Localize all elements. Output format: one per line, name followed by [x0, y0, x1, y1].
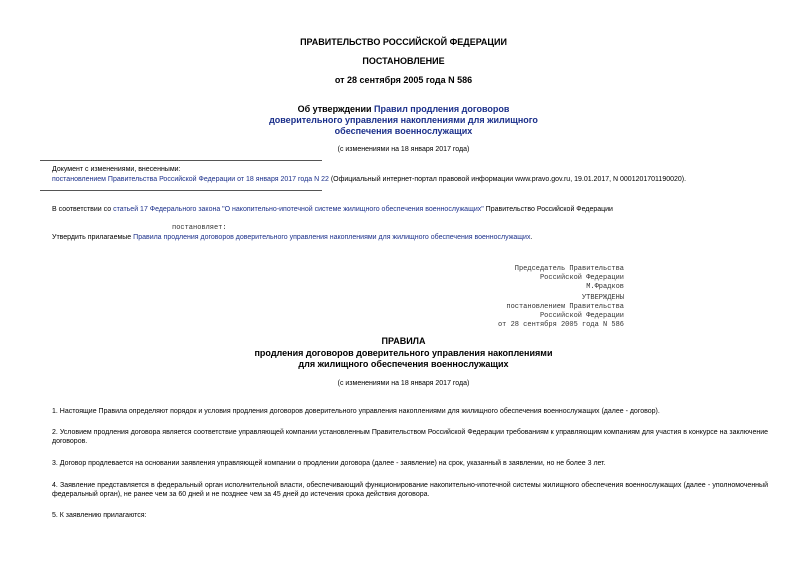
rule-paragraph-5: 5. К заявлению прилагаются:: [52, 512, 147, 519]
approved-date: от 28 сентября 2005 года N 586: [497, 321, 624, 329]
approved-by: постановлением Правительства: [506, 303, 624, 311]
changes-line: [52, 176, 686, 183]
approve-line: [52, 234, 532, 241]
decides-label: постановляет:: [172, 224, 227, 232]
rules-link[interactable]: Правила продления договоров доверительного управления накоплениями для жилищного обеспечения военнослужащих: [133, 234, 531, 241]
signature-name: М.Фрадков: [586, 283, 624, 291]
approve-suffix: .: [530, 234, 533, 241]
signature-title: Председатель Правительства: [514, 265, 624, 273]
approve-prefix: Утвердить прилагаемые: [52, 234, 134, 241]
title-prefix: Об утверждении: [297, 104, 375, 114]
title-link[interactable]: обеспечения военнослужащих: [334, 126, 473, 136]
signature-country: Российской Федерации: [539, 274, 624, 282]
document-date: от 28 сентября 2005 года N 586: [334, 75, 473, 85]
document-title: [0, 104, 807, 137]
changes-source: (Официальный интернет-портал правовой информации www.pravo.gov.ru, 19.01.2017, N 0001201701190020).: [328, 176, 687, 183]
amendment-link[interactable]: постановлением Правительства Российской Федерации от 18 января 2017 года N 22: [52, 176, 329, 183]
rule-paragraph-1: 1. Настоящие Правила определяют порядок и условия продления договоров доверительного управления накоплениями для жилищного обеспечения военнослужащих (далее - договор).: [52, 408, 660, 415]
law-link[interactable]: статьей 17 Федерального закона "О накопительно-ипотечной системе жилищного обеспечения военнослужащих": [113, 206, 484, 213]
revision-note: (с изменениями на 18 января 2017 года): [337, 146, 470, 153]
rule-paragraph-2: 2. Условием продления договора является соответствие управляющей компании установленным Правительством Российской Федерации требованиям к управляющим компаниям для участия в конкурсе на заключение договоров.: [52, 429, 768, 445]
signature-block: [515, 265, 624, 292]
preamble: [52, 206, 613, 213]
approved-heading: УТВЕРЖДЕНЫ: [581, 294, 624, 302]
rule-paragraph-3: 3. Договор продлевается на основании заявления управляющей компании о продлении договора (далее - заявление) на срок, указанный в заявлении, но не более 3 лет.: [52, 460, 606, 467]
title-link[interactable]: доверительного управления накоплениями для жилищного: [269, 115, 538, 125]
document-type: ПОСТАНОВЛЕНИЕ: [362, 56, 445, 66]
rules-heading: ПРАВИЛА: [381, 336, 426, 346]
title-link[interactable]: Правил продления договоров: [374, 104, 510, 114]
changes-intro: Документ с изменениями, внесенными:: [52, 166, 181, 173]
divider: [40, 160, 322, 161]
rules-subtitle: продления договоров доверительного управления накоплениями: [254, 348, 553, 358]
rules-revision: (с изменениями на 18 января 2017 года): [337, 380, 470, 387]
preamble-prefix: В соответствии со: [52, 206, 114, 213]
rules-subtitle: для жилищного обеспечения военнослужащих: [298, 359, 509, 369]
preamble-suffix: Правительство Российской Федерации: [483, 206, 613, 213]
rule-paragraph-4: 4. Заявление представляется в федеральный орган исполнительной власти, обеспечивающий функционирование накопительно-ипотечной системы жилищного обеспечения военнослужащих (далее - уполномоченный федеральный орган), не ранее чем за 60 дней и не позднее чем за 45 дней до истечения срока действия договора.: [52, 482, 768, 498]
approved-block: [498, 294, 624, 330]
divider: [40, 190, 322, 191]
approved-country: Российской Федерации: [539, 312, 624, 320]
government-heading: ПРАВИТЕЛЬСТВО РОССИЙСКОЙ ФЕДЕРАЦИИ: [300, 37, 507, 47]
